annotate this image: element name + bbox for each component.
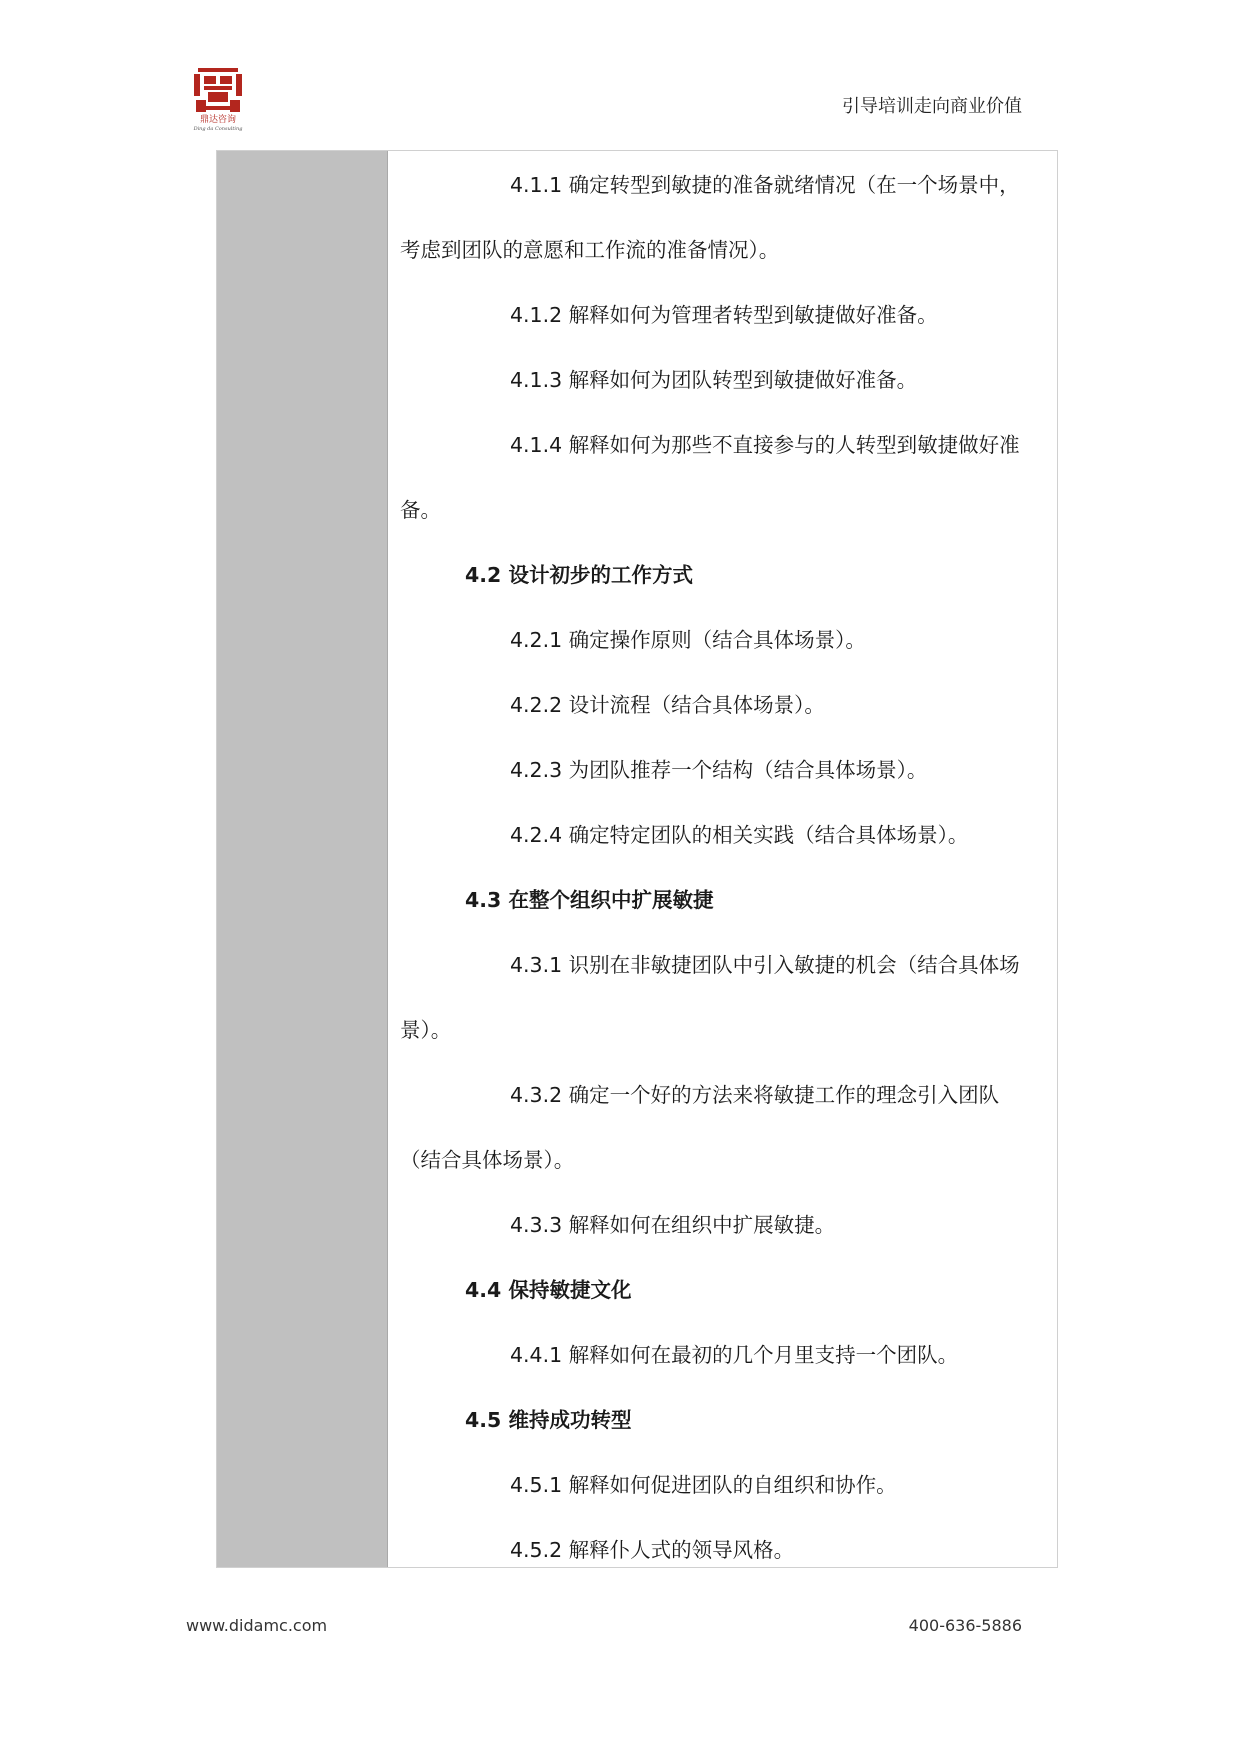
section-heading-4-4: 4.4 保持敏捷文化: [465, 1278, 632, 1302]
item-4-3-2-line-1: 4.3.2 确定一个好的方法来将敏捷工作的理念引入团队: [510, 1083, 1000, 1107]
item-4-2-3: 4.2.3 为团队推荐一个结构（结合具体场景）。: [510, 758, 928, 782]
section-heading-4-2: 4.2 设计初步的工作方式: [465, 563, 693, 587]
item-4-1-4-line-2: 备。: [400, 498, 441, 522]
item-4-1-3: 4.1.3 解释如何为团队转型到敏捷做好准备。: [510, 368, 918, 392]
item-4-1-4-line-1: 4.1.4 解释如何为那些不直接参与的人转型到敏捷做好准: [510, 433, 1020, 457]
footer-phone: 400-636-5886: [908, 1616, 1022, 1635]
item-4-1-1-line-2: 考虑到团队的意愿和工作流的准备情况）。: [400, 238, 780, 262]
svg-text:Ding da Consulting: Ding da Consulting: [193, 126, 243, 132]
item-4-3-2-line-2: （结合具体场景）。: [400, 1148, 575, 1172]
item-4-4-1: 4.4.1 解释如何在最初的几个月里支持一个团队。: [510, 1343, 959, 1367]
section-heading-4-5: 4.5 维持成功转型: [465, 1408, 632, 1432]
footer-website: www.didamc.com: [186, 1616, 328, 1635]
company-logo: [186, 66, 250, 132]
item-4-2-4: 4.2.4 确定特定团队的相关实践（结合具体场景）。: [510, 823, 969, 847]
item-4-1-1-line-1: 4.1.1 确定转型到敏捷的准备就绪情况（在一个场景中，: [510, 173, 1020, 197]
item-4-2-1: 4.2.1 确定操作原则（结合具体场景）。: [510, 628, 866, 652]
item-4-3-1-line-1: 4.3.1 识别在非敏捷团队中引入敏捷的机会（结合具体场: [510, 953, 1020, 977]
item-4-3-3: 4.3.3 解释如何在组织中扩展敏捷。: [510, 1213, 836, 1237]
item-4-3-1-line-2: 景）。: [400, 1018, 452, 1042]
content-cell: [388, 151, 1057, 1567]
item-4-5-1: 4.5.1 解释如何促进团队的自组织和协作。: [510, 1473, 897, 1497]
gray-side-column: [217, 151, 388, 1567]
svg-text:鼎达咨询: 鼎达咨询: [199, 115, 237, 125]
item-4-5-2: 4.5.2 解释仆人式的领导风格。: [510, 1538, 795, 1562]
logo-seal-icon: [186, 66, 250, 132]
item-4-1-2: 4.1.2 解释如何为管理者转型到敏捷做好准备。: [510, 303, 938, 327]
header-title: 引导培训走向商业价值: [842, 96, 1022, 117]
content-table: [216, 150, 1058, 1568]
section-heading-4-3: 4.3 在整个组织中扩展敏捷: [465, 888, 714, 912]
item-4-2-2: 4.2.2 设计流程（结合具体场景）。: [510, 693, 825, 717]
